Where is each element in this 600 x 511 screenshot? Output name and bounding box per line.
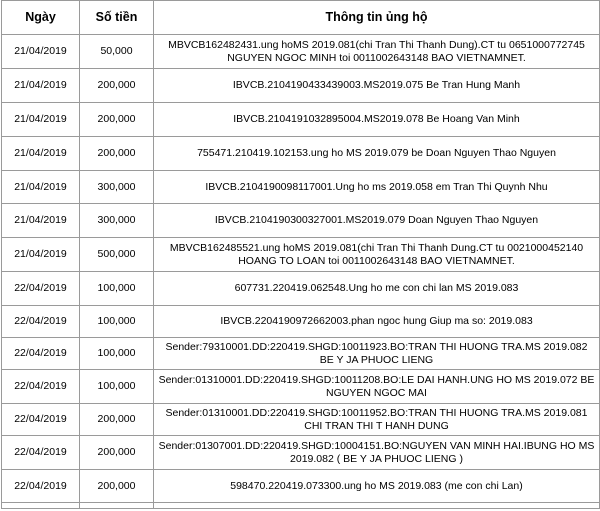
row-date: 22/04/2019 bbox=[2, 306, 80, 338]
row-info bbox=[154, 503, 600, 509]
row-amount bbox=[80, 503, 154, 509]
row-date: 21/04/2019 bbox=[2, 35, 80, 69]
table-row bbox=[2, 503, 600, 509]
row-amount: 100,000 bbox=[80, 306, 154, 338]
row-amount: 500,000 bbox=[80, 238, 154, 272]
table-body bbox=[2, 35, 600, 509]
row-amount: 200,000 bbox=[80, 436, 154, 470]
row-date: 21/04/2019 bbox=[2, 171, 80, 204]
row-info: IBVCB.2104190098117001.Ung ho ms 2019.058 em Tran Thi Quynh Nhu bbox=[154, 171, 600, 204]
row-amount: 200,000 bbox=[80, 137, 154, 171]
row-date bbox=[2, 503, 80, 509]
row-info: Sender:01310001.DD:220419.SHGD:10011208.BO:LE DAI HANH.UNG HO MS 2019.072 BE NGUYEN NGOC MAI bbox=[154, 370, 600, 404]
table-row bbox=[2, 306, 600, 338]
table-row bbox=[2, 238, 600, 272]
row-date: 21/04/2019 bbox=[2, 204, 80, 238]
row-amount: 50,000 bbox=[80, 35, 154, 69]
table-row bbox=[2, 103, 600, 137]
row-info: 598470.220419.073300.ung ho MS 2019.083 (me con chi Lan) bbox=[154, 470, 600, 503]
row-amount: 200,000 bbox=[80, 470, 154, 503]
row-amount: 300,000 bbox=[80, 171, 154, 204]
row-info: Sender:01310001.DD:220419.SHGD:10011952.BO:TRAN THI HUONG TRA.MS 2019.081 CHI TRAN THI T HANH DUNG bbox=[154, 404, 600, 436]
table-row bbox=[2, 272, 600, 306]
table-row bbox=[2, 436, 600, 470]
row-info: IBVCB.2204190972662003.phan ngoc hung Giup ma so: 2019.083 bbox=[154, 306, 600, 338]
row-info: IBVCB.2104191032895004.MS2019.078 Be Hoang Van Minh bbox=[154, 103, 600, 137]
header-amount: Số tiền bbox=[80, 1, 154, 35]
row-amount: 200,000 bbox=[80, 404, 154, 436]
row-info: IBVCB.2104190300327001.MS2019.079 Doan Nguyen Thao Nguyen bbox=[154, 204, 600, 238]
table-row bbox=[2, 370, 600, 404]
table-row bbox=[2, 404, 600, 436]
row-amount: 100,000 bbox=[80, 370, 154, 404]
row-amount: 100,000 bbox=[80, 338, 154, 370]
row-amount: 200,000 bbox=[80, 103, 154, 137]
row-date: 22/04/2019 bbox=[2, 272, 80, 306]
table-row bbox=[2, 470, 600, 503]
row-info: Sender:79310001.DD:220419.SHGD:10011923.BO:TRAN THI HUONG TRA.MS 2019.082 BE Y JA PHUOC LIENG bbox=[154, 338, 600, 370]
row-amount: 300,000 bbox=[80, 204, 154, 238]
row-info: 755471.210419.102153.ung ho MS 2019.079 be Doan Nguyen Thao Nguyen bbox=[154, 137, 600, 171]
row-date: 22/04/2019 bbox=[2, 338, 80, 370]
table-row bbox=[2, 171, 600, 204]
row-amount: 200,000 bbox=[80, 69, 154, 103]
row-info: IBVCB.2104190433439003.MS2019.075 Be Tran Hung Manh bbox=[154, 69, 600, 103]
row-date: 21/04/2019 bbox=[2, 137, 80, 171]
row-date: 21/04/2019 bbox=[2, 103, 80, 137]
row-info: MBVCB162485521.ung hoMS 2019.081(chi Tran Thi Thanh Dung.CT tu 0021000452140 HOANG TO LOAN toi 0011002643148 BAO VIETNAMNET. bbox=[154, 238, 600, 272]
table-row bbox=[2, 69, 600, 103]
table-row bbox=[2, 137, 600, 171]
table-row bbox=[2, 204, 600, 238]
donation-table bbox=[1, 0, 600, 509]
row-info: 607731.220419.062548.Ung ho me con chi lan MS 2019.083 bbox=[154, 272, 600, 306]
table-row bbox=[2, 35, 600, 69]
row-info: Sender:01307001.DD:220419.SHGD:10004151.BO:NGUYEN VAN MINH HAI.IBUNG HO MS 2019.082 ( BE Y JA PHUOC LIENG ) bbox=[154, 436, 600, 470]
row-date: 22/04/2019 bbox=[2, 370, 80, 404]
row-date: 22/04/2019 bbox=[2, 404, 80, 436]
row-date: 22/04/2019 bbox=[2, 470, 80, 503]
row-date: 21/04/2019 bbox=[2, 238, 80, 272]
table-row bbox=[2, 338, 600, 370]
row-date: 22/04/2019 bbox=[2, 436, 80, 470]
header-date: Ngày bbox=[2, 1, 80, 35]
row-amount: 100,000 bbox=[80, 272, 154, 306]
table-header-row bbox=[2, 1, 600, 35]
row-info: MBVCB162482431.ung hoMS 2019.081(chi Tran Thi Thanh Dung).CT tu 0651000772745 NGUYEN NGOC MINH toi 0011002643148 BAO VIETNAMNET. bbox=[154, 35, 600, 69]
header-info: Thông tin ủng hộ bbox=[154, 1, 600, 35]
row-date: 21/04/2019 bbox=[2, 69, 80, 103]
